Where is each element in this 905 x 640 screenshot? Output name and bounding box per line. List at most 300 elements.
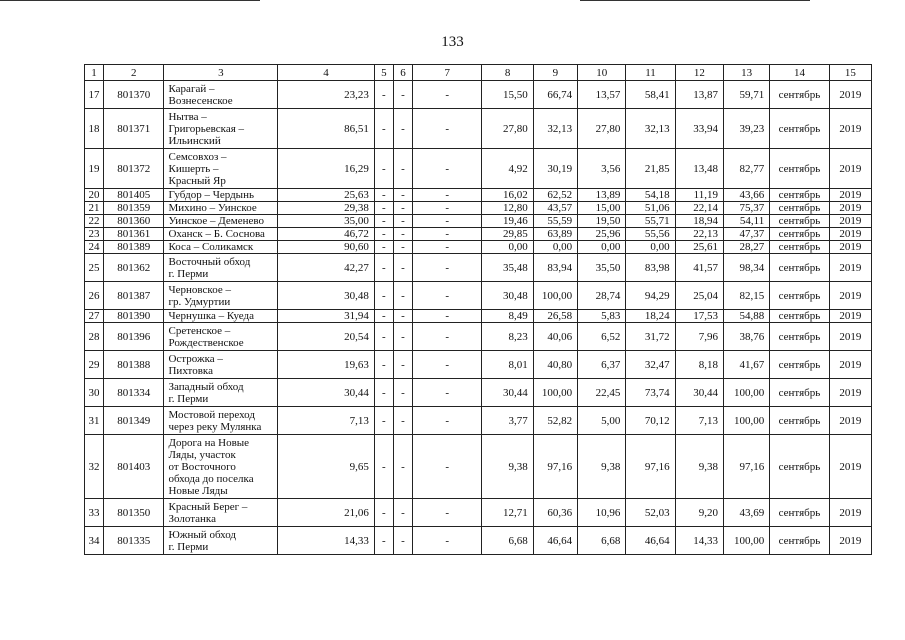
road-code-cell: 801390: [104, 310, 164, 323]
table-row: [85, 81, 872, 109]
column-header-13: 13: [723, 65, 769, 81]
road-name-line: г. Перми: [168, 540, 209, 553]
col9-cell: 62,52: [533, 189, 577, 202]
col8-cell: 9,38: [482, 435, 533, 499]
col8-cell: 3,77: [482, 407, 533, 435]
road-name-line: Южный обход: [168, 528, 236, 541]
col7-cell: -: [413, 254, 482, 282]
length-cell: 31,94: [278, 310, 375, 323]
col9-cell: 97,16: [533, 435, 577, 499]
col12-cell: 14,33: [675, 527, 723, 555]
table-row: [85, 351, 872, 379]
col7-cell: -: [413, 109, 482, 149]
month-cell: сентябрь: [770, 254, 829, 282]
col8-cell: 30,48: [482, 282, 533, 310]
row-number-cell: 29: [85, 351, 104, 379]
year-cell: 2019: [829, 407, 871, 435]
length-cell: 20,54: [278, 323, 375, 351]
col7-cell: -: [413, 81, 482, 109]
road-name-cell: [164, 499, 278, 527]
col10-cell: 5,00: [578, 407, 626, 435]
road-name-line: Рождественское: [168, 336, 244, 349]
road-name-line: Красный Берег –: [168, 500, 248, 513]
col13-cell: 75,37: [723, 202, 769, 215]
col11-cell: 46,64: [626, 527, 675, 555]
length-cell: 90,60: [278, 241, 375, 254]
col12-cell: 7,13: [675, 407, 723, 435]
col9-cell: 66,74: [533, 81, 577, 109]
road-name-line: Новые Ляды: [168, 484, 228, 497]
table-row: [85, 323, 872, 351]
col7-cell: -: [413, 282, 482, 310]
col10-cell: 19,50: [578, 215, 626, 228]
col8-cell: 0,00: [482, 241, 533, 254]
year-cell: 2019: [829, 310, 871, 323]
month-cell: сентябрь: [770, 282, 829, 310]
year-cell: 2019: [829, 215, 871, 228]
col11-cell: 97,16: [626, 435, 675, 499]
length-cell: 42,27: [278, 254, 375, 282]
row-number-cell: 27: [85, 310, 104, 323]
road-name-line: Губдор – Чердынь: [168, 189, 254, 201]
length-cell: 23,23: [278, 81, 375, 109]
col8-cell: 8,01: [482, 351, 533, 379]
month-cell: сентябрь: [770, 149, 829, 189]
col6-cell: -: [393, 351, 412, 379]
road-name-line: Золотанка: [168, 512, 216, 525]
col13-cell: 39,23: [723, 109, 769, 149]
col9-cell: 40,06: [533, 323, 577, 351]
col13-cell: 43,66: [723, 189, 769, 202]
row-number-cell: 19: [85, 149, 104, 189]
road-code-cell: 801362: [104, 254, 164, 282]
col11-cell: 70,12: [626, 407, 675, 435]
road-name-line: Кишерть –: [168, 162, 219, 175]
col8-cell: 16,02: [482, 189, 533, 202]
col11-cell: 55,56: [626, 228, 675, 241]
year-cell: 2019: [829, 189, 871, 202]
col5-cell: -: [374, 351, 393, 379]
road-name-cell: [164, 282, 278, 310]
road-name-cell: [164, 109, 278, 149]
row-number-cell: 24: [85, 241, 104, 254]
col9-cell: 46,64: [533, 527, 577, 555]
road-code-cell: 801371: [104, 109, 164, 149]
col8-cell: 27,80: [482, 109, 533, 149]
col12-cell: 11,19: [675, 189, 723, 202]
length-cell: 9,65: [278, 435, 375, 499]
col12-cell: 25,04: [675, 282, 723, 310]
col9-cell: 60,36: [533, 499, 577, 527]
col13-cell: 100,00: [723, 407, 769, 435]
road-name-cell: [164, 228, 278, 241]
col13-cell: 43,69: [723, 499, 769, 527]
table-row: [85, 282, 872, 310]
col13-cell: 59,71: [723, 81, 769, 109]
col7-cell: -: [413, 527, 482, 555]
length-cell: 86,51: [278, 109, 375, 149]
col11-cell: 54,18: [626, 189, 675, 202]
col12-cell: 7,96: [675, 323, 723, 351]
row-number-cell: 34: [85, 527, 104, 555]
column-header-1: 1: [85, 65, 104, 81]
road-name-line: гр. Удмуртии: [168, 295, 231, 308]
col12-cell: 13,87: [675, 81, 723, 109]
road-name-cell: [164, 379, 278, 407]
col11-cell: 55,71: [626, 215, 675, 228]
row-number-cell: 22: [85, 215, 104, 228]
month-cell: сентябрь: [770, 241, 829, 254]
col10-cell: 10,96: [578, 499, 626, 527]
col6-cell: -: [393, 81, 412, 109]
col6-cell: -: [393, 189, 412, 202]
col12-cell: 33,94: [675, 109, 723, 149]
year-cell: 2019: [829, 254, 871, 282]
col7-cell: -: [413, 149, 482, 189]
col8-cell: 8,49: [482, 310, 533, 323]
road-name-line: Коса – Соликамск: [168, 241, 254, 253]
col5-cell: -: [374, 435, 393, 499]
table-body: [85, 81, 872, 555]
col5-cell: -: [374, 323, 393, 351]
col13-cell: 100,00: [723, 379, 769, 407]
col5-cell: -: [374, 81, 393, 109]
col6-cell: -: [393, 435, 412, 499]
table-row: [85, 109, 872, 149]
col9-cell: 52,82: [533, 407, 577, 435]
col8-cell: 6,68: [482, 527, 533, 555]
col6-cell: -: [393, 254, 412, 282]
col5-cell: -: [374, 109, 393, 149]
col6-cell: -: [393, 241, 412, 254]
year-cell: 2019: [829, 109, 871, 149]
month-cell: сентябрь: [770, 323, 829, 351]
road-name-cell: [164, 149, 278, 189]
col11-cell: 21,85: [626, 149, 675, 189]
col9-cell: 63,89: [533, 228, 577, 241]
col6-cell: -: [393, 215, 412, 228]
length-cell: 25,63: [278, 189, 375, 202]
col13-cell: 54,11: [723, 215, 769, 228]
col6-cell: -: [393, 202, 412, 215]
road-name-line: Оханск – Б. Соснова: [168, 228, 265, 240]
month-cell: сентябрь: [770, 109, 829, 149]
column-header-11: 11: [626, 65, 675, 81]
col5-cell: -: [374, 228, 393, 241]
col13-cell: 54,88: [723, 310, 769, 323]
col10-cell: 35,50: [578, 254, 626, 282]
table-row: [85, 215, 872, 228]
road-name-line: Сретенское –: [168, 324, 231, 337]
col10-cell: 6,37: [578, 351, 626, 379]
col6-cell: -: [393, 149, 412, 189]
road-name-line: Ляды, участок: [168, 448, 236, 461]
length-cell: 7,13: [278, 407, 375, 435]
year-cell: 2019: [829, 81, 871, 109]
road-name-line: Красный Яр: [168, 174, 226, 187]
col7-cell: -: [413, 435, 482, 499]
road-name-cell: [164, 189, 278, 202]
col12-cell: 8,18: [675, 351, 723, 379]
row-number-cell: 33: [85, 499, 104, 527]
col9-cell: 100,00: [533, 379, 577, 407]
table-row: [85, 527, 872, 555]
road-code-cell: 801349: [104, 407, 164, 435]
col5-cell: -: [374, 241, 393, 254]
road-name-line: Семсовхоз –: [168, 150, 227, 163]
month-cell: сентябрь: [770, 228, 829, 241]
road-name-line: Дорога на Новые: [168, 436, 250, 449]
road-name-cell: [164, 323, 278, 351]
col11-cell: 51,06: [626, 202, 675, 215]
col8-cell: 15,50: [482, 81, 533, 109]
year-cell: 2019: [829, 241, 871, 254]
col12-cell: 22,13: [675, 228, 723, 241]
col8-cell: 35,48: [482, 254, 533, 282]
year-cell: 2019: [829, 527, 871, 555]
length-cell: 30,48: [278, 282, 375, 310]
table-row: [85, 241, 872, 254]
road-code-cell: 801396: [104, 323, 164, 351]
month-cell: сентябрь: [770, 81, 829, 109]
col7-cell: -: [413, 499, 482, 527]
col7-cell: -: [413, 323, 482, 351]
month-cell: сентябрь: [770, 499, 829, 527]
length-cell: 30,44: [278, 379, 375, 407]
road-name-cell: [164, 407, 278, 435]
month-cell: сентябрь: [770, 527, 829, 555]
column-header-5: 5: [374, 65, 393, 81]
col11-cell: 58,41: [626, 81, 675, 109]
col8-cell: 19,46: [482, 215, 533, 228]
col6-cell: -: [393, 407, 412, 435]
col6-cell: -: [393, 310, 412, 323]
col5-cell: -: [374, 149, 393, 189]
table-row: [85, 407, 872, 435]
column-header-8: 8: [482, 65, 533, 81]
table-row: [85, 379, 872, 407]
col13-cell: 28,27: [723, 241, 769, 254]
road-name-line: обхода до поселка: [168, 472, 254, 485]
col7-cell: -: [413, 189, 482, 202]
column-header-9: 9: [533, 65, 577, 81]
row-number-cell: 20: [85, 189, 104, 202]
col11-cell: 18,24: [626, 310, 675, 323]
col10-cell: 0,00: [578, 241, 626, 254]
col6-cell: -: [393, 527, 412, 555]
road-name-cell: [164, 202, 278, 215]
col10-cell: 28,74: [578, 282, 626, 310]
top-divider-left: [0, 0, 260, 1]
col9-cell: 32,13: [533, 109, 577, 149]
col12-cell: 9,20: [675, 499, 723, 527]
col12-cell: 22,14: [675, 202, 723, 215]
length-cell: 16,29: [278, 149, 375, 189]
month-cell: сентябрь: [770, 215, 829, 228]
road-name-line: Западный обход: [168, 380, 244, 393]
col9-cell: 26,58: [533, 310, 577, 323]
row-number-cell: 21: [85, 202, 104, 215]
col12-cell: 41,57: [675, 254, 723, 282]
year-cell: 2019: [829, 351, 871, 379]
year-cell: 2019: [829, 435, 871, 499]
road-name-line: Острожка –: [168, 352, 223, 365]
col13-cell: 98,34: [723, 254, 769, 282]
col10-cell: 22,45: [578, 379, 626, 407]
road-name-cell: [164, 435, 278, 499]
road-code-cell: 801405: [104, 189, 164, 202]
col5-cell: -: [374, 310, 393, 323]
col8-cell: 29,85: [482, 228, 533, 241]
col10-cell: 13,57: [578, 81, 626, 109]
col8-cell: 12,71: [482, 499, 533, 527]
col11-cell: 94,29: [626, 282, 675, 310]
column-header-2: 2: [104, 65, 164, 81]
row-number-cell: 32: [85, 435, 104, 499]
year-cell: 2019: [829, 149, 871, 189]
col11-cell: 32,13: [626, 109, 675, 149]
col11-cell: 83,98: [626, 254, 675, 282]
col13-cell: 82,15: [723, 282, 769, 310]
road-code-cell: 801350: [104, 499, 164, 527]
top-divider-right: [580, 0, 810, 1]
length-cell: 14,33: [278, 527, 375, 555]
road-name-line: Пихтовка: [168, 364, 213, 377]
col10-cell: 6,68: [578, 527, 626, 555]
col9-cell: 100,00: [533, 282, 577, 310]
row-number-cell: 25: [85, 254, 104, 282]
road-name-line: Чернушка – Куеда: [168, 310, 255, 322]
road-name-line: г. Перми: [168, 392, 209, 405]
col5-cell: -: [374, 215, 393, 228]
road-code-cell: 801389: [104, 241, 164, 254]
month-cell: сентябрь: [770, 351, 829, 379]
road-code-cell: 801361: [104, 228, 164, 241]
col9-cell: 43,57: [533, 202, 577, 215]
col9-cell: 40,80: [533, 351, 577, 379]
column-header-3: 3: [164, 65, 278, 81]
col10-cell: 6,52: [578, 323, 626, 351]
year-cell: 2019: [829, 323, 871, 351]
length-cell: 29,38: [278, 202, 375, 215]
road-code-cell: 801370: [104, 81, 164, 109]
col8-cell: 30,44: [482, 379, 533, 407]
road-name-line: Восточный обход: [168, 255, 251, 268]
col11-cell: 32,47: [626, 351, 675, 379]
road-name-line: Черновское –: [168, 283, 231, 296]
row-number-cell: 23: [85, 228, 104, 241]
month-cell: сентябрь: [770, 379, 829, 407]
col12-cell: 17,53: [675, 310, 723, 323]
col13-cell: 100,00: [723, 527, 769, 555]
column-header-14: 14: [770, 65, 829, 81]
road-name-line: Михино – Уинское: [168, 202, 257, 214]
year-cell: 2019: [829, 228, 871, 241]
col12-cell: 30,44: [675, 379, 723, 407]
col5-cell: -: [374, 189, 393, 202]
col5-cell: -: [374, 379, 393, 407]
road-code-cell: 801387: [104, 282, 164, 310]
road-name-line: Уинское – Деменево: [168, 215, 265, 227]
road-name-line: г. Перми: [168, 267, 209, 280]
column-header-4: 4: [278, 65, 375, 81]
col6-cell: -: [393, 379, 412, 407]
col10-cell: 27,80: [578, 109, 626, 149]
table-row: [85, 499, 872, 527]
row-number-cell: 28: [85, 323, 104, 351]
road-name-cell: [164, 215, 278, 228]
month-cell: сентябрь: [770, 310, 829, 323]
year-cell: 2019: [829, 379, 871, 407]
road-code-cell: 801360: [104, 215, 164, 228]
col13-cell: 47,37: [723, 228, 769, 241]
road-name-line: Мостовой переход: [168, 408, 255, 421]
table-row: [85, 149, 872, 189]
month-cell: сентябрь: [770, 407, 829, 435]
col11-cell: 31,72: [626, 323, 675, 351]
length-cell: 21,06: [278, 499, 375, 527]
page-number: 133: [441, 34, 464, 50]
row-number-cell: 31: [85, 407, 104, 435]
col9-cell: 30,19: [533, 149, 577, 189]
col7-cell: -: [413, 351, 482, 379]
table-header-row: [85, 65, 872, 81]
road-code-cell: 801388: [104, 351, 164, 379]
row-number-cell: 17: [85, 81, 104, 109]
road-code-cell: 801335: [104, 527, 164, 555]
road-code-cell: 801334: [104, 379, 164, 407]
col10-cell: 25,96: [578, 228, 626, 241]
col7-cell: -: [413, 202, 482, 215]
length-cell: 19,63: [278, 351, 375, 379]
column-header-15: 15: [829, 65, 871, 81]
col6-cell: -: [393, 499, 412, 527]
road-name-line: Вознесенское: [168, 94, 233, 107]
col6-cell: -: [393, 323, 412, 351]
road-name-cell: [164, 81, 278, 109]
col12-cell: 25,61: [675, 241, 723, 254]
col9-cell: 0,00: [533, 241, 577, 254]
month-cell: сентябрь: [770, 202, 829, 215]
road-code-cell: 801372: [104, 149, 164, 189]
road-name-line: от Восточного: [168, 460, 236, 473]
road-name-line: Григорьевская –: [168, 122, 245, 135]
year-cell: 2019: [829, 202, 871, 215]
col8-cell: 12,80: [482, 202, 533, 215]
row-number-cell: 30: [85, 379, 104, 407]
col8-cell: 4,92: [482, 149, 533, 189]
row-number-cell: 18: [85, 109, 104, 149]
col10-cell: 13,89: [578, 189, 626, 202]
col8-cell: 8,23: [482, 323, 533, 351]
road-data-table: [84, 64, 872, 555]
table-row: [85, 254, 872, 282]
col5-cell: -: [374, 499, 393, 527]
road-name-line: Карагай –: [168, 82, 215, 95]
length-cell: 46,72: [278, 228, 375, 241]
col11-cell: 52,03: [626, 499, 675, 527]
road-name-line: Ильинский: [168, 134, 221, 147]
table-row: [85, 435, 872, 499]
col13-cell: 82,77: [723, 149, 769, 189]
col13-cell: 97,16: [723, 435, 769, 499]
month-cell: сентябрь: [770, 189, 829, 202]
col7-cell: -: [413, 241, 482, 254]
col10-cell: 3,56: [578, 149, 626, 189]
col9-cell: 55,59: [533, 215, 577, 228]
col5-cell: -: [374, 254, 393, 282]
col12-cell: 13,48: [675, 149, 723, 189]
